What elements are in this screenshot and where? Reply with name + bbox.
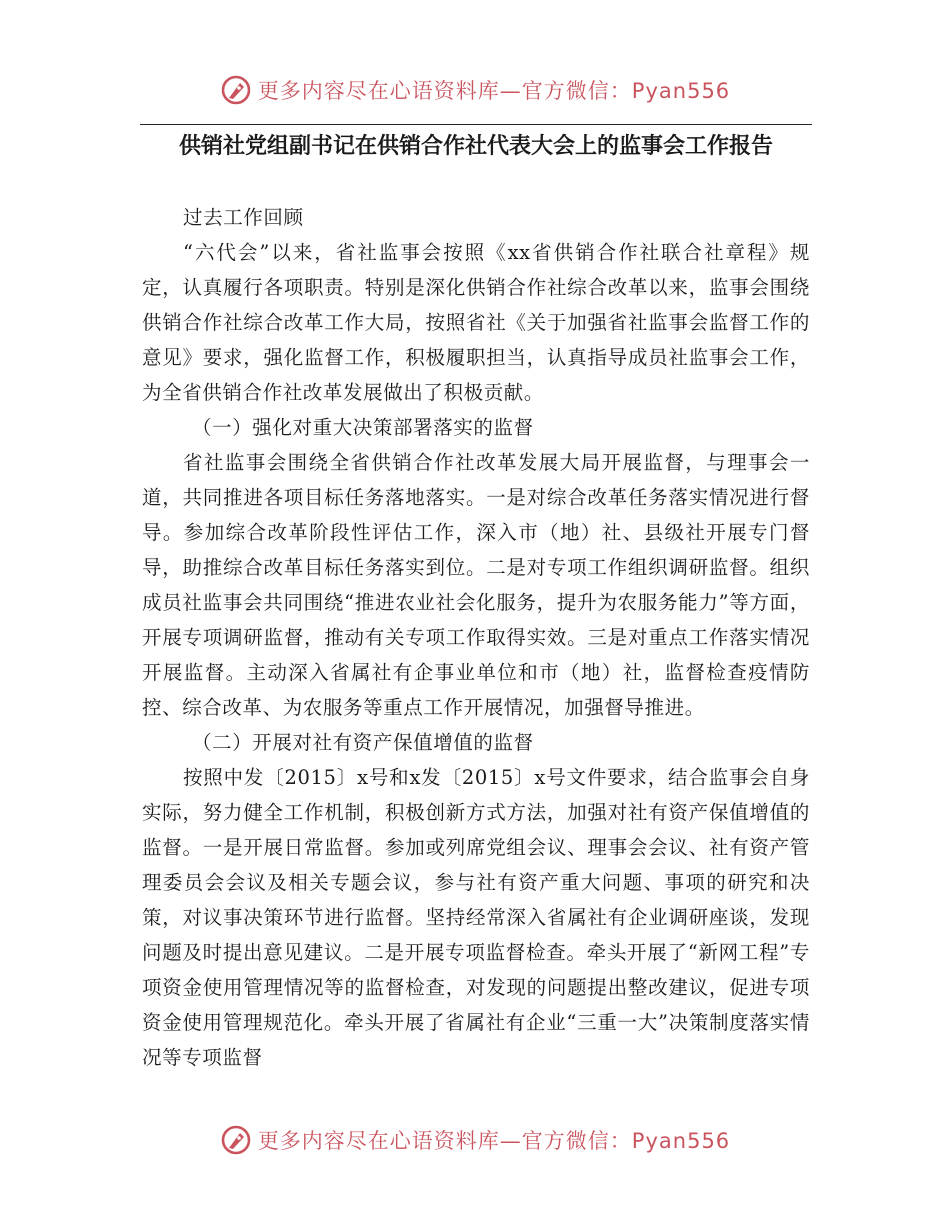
fountain-pen-logo-icon <box>220 1124 252 1156</box>
document-title: 供销社党组副书记在供销合作社代表大会上的监事会工作报告 <box>178 134 773 159</box>
fountain-pen-logo-icon <box>220 74 252 106</box>
paragraph-intro: “六代会”以来，省社监事会按照《xx省供销合作社联合社章程》规定，认真履行各项职责。特别是深化供销合作社综合改革以来，监事会围绕供销合作社综合改革工作大局，按照省社《关于加强省社监事会监督工作的意见》要求，强化监督工作，积极履职担当，认真指导成员社监事会工作，为全省供销合作社改革发展做出了积极贡献。 <box>142 241 810 404</box>
section-heading-review: 过去工作回顾 <box>183 206 304 229</box>
document-body <box>142 200 810 1075</box>
header-divider <box>140 124 812 125</box>
section-heading-2: （二）开展对社有资产保值增值的监督 <box>192 731 534 754</box>
watermark-banner-bottom <box>0 1120 950 1160</box>
section-heading-1: （一）强化对重大决策部署落实的监督 <box>192 416 534 439</box>
watermark-text: 更多内容尽在心语资料库—官方微信：Pyan556 <box>257 79 731 103</box>
paragraph-decision-supervision: 省社监事会围绕全省供销合作社改革发展大局开展监督，与理事会一道，共同推进各项目标任务落地落实。一是对综合改革任务落实情况进行督导。参加综合改革阶段性评估工作，深入市（地）社、县级社开展专门督导，助推综合改革目标任务落实到位。二是对专项工作组织调研监督。组织成员社监事会共同围绕“推进农业社会化服务，提升为农服务能力”等方面，开展专项调研监督，推动有关专项工作取得实效。三是对重点工作落实情况开展监督。主动深入省属社有企事业单位和市（地）社，监督检查疫情防控、综合改革、为农服务等重点工作开展情况，加强督导推进。 <box>142 451 810 719</box>
paragraph-asset-supervision: 按照中发〔2015〕x号和x发〔2015〕x号文件要求，结合监事会自身实际，努力健全工作机制，积极创新方式方法，加强对社有资产保值增值的监督。一是开展日常监督。参加或列席党组会议、理事会会议、社有资产管理委员会会议及相关专题会议，参与社有资产重大问题、事项的研究和决策，对议事决策环节进行监督。坚持经常深入省属社有企业调研座谈，发现问题及时提出意见建议。二是开展专项监督检查。牵头开展了“新网工程”专项资金使用管理情况等的监督检查，对发现的问题提出整改建议，促进专项资金使用管理规范化。牵头开展了省属社有企业“三重一大”决策制度落实情况等专项监督 <box>142 766 810 1069</box>
watermark-banner-top <box>0 70 950 110</box>
watermark-text: 更多内容尽在心语资料库—官方微信：Pyan556 <box>257 1129 731 1153</box>
